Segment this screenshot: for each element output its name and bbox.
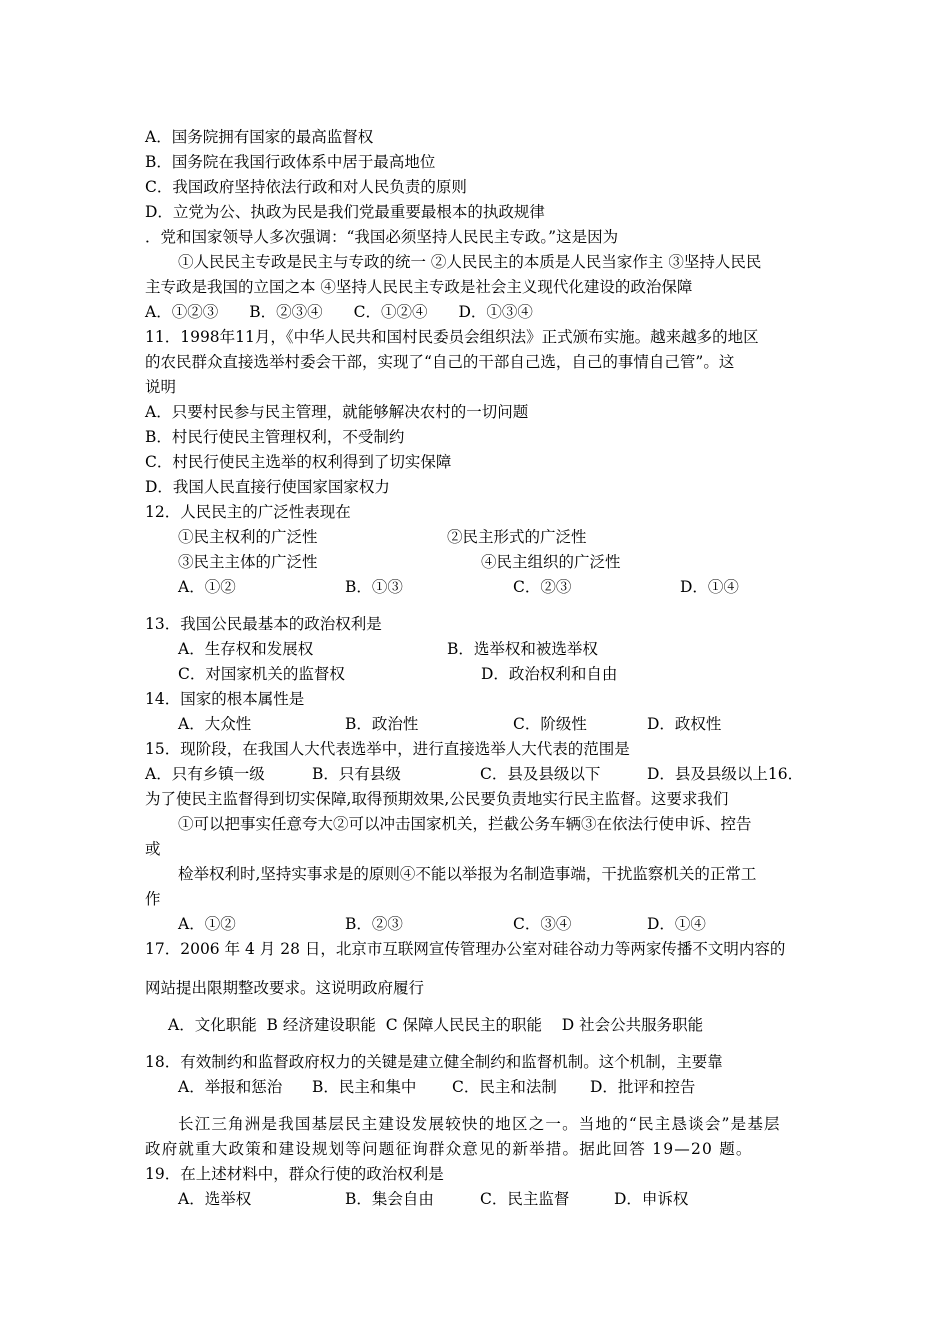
question-16-choices-line-1: ①可以把事实任意夸大②可以冲击国家机关，拦截公务车辆③在依法行使申诉、控告 bbox=[178, 815, 752, 833]
question-17-stem-line-1: 17．2006 年 4 月 28 日，北京市互联网宣传管理办公室对硅谷动力等两家传播不文明内容的 bbox=[145, 940, 786, 958]
question-10-choices-line-1: ①人民民主专政是民主与专政的统一 ②人民民主的本质是人民当家作主 ③坚持人民民 bbox=[178, 253, 762, 271]
question-12-choice-1: ①民主权利的广泛性 bbox=[178, 528, 318, 546]
question-12-choice-2: ②民主形式的广泛性 bbox=[447, 528, 587, 546]
option-a: A．只要村民参与民主管理，就能够解决农村的一切问题 bbox=[145, 403, 529, 421]
question-15-stem: 15．现阶段，在我国人大代表选举中，进行直接选举人大代表的范围是 bbox=[145, 740, 630, 758]
option-d: D．申诉权 bbox=[614, 1190, 689, 1208]
option-d: D．政权性 bbox=[647, 715, 722, 733]
question-14-stem: 14．国家的根本属性是 bbox=[145, 690, 305, 708]
option-c: C．我国政府坚持依法行政和对人民负责的原则 bbox=[145, 178, 467, 196]
question-11-stem-line-2: 的农民群众直接选举村委会干部，实现了“自己的干部自己选，自己的事情自己管”。这 bbox=[145, 353, 735, 371]
question-11-stem-line-1: 11．1998年11月，《中华人民共和国村民委员会组织法》正式颁布实施。越来越多的地区 bbox=[145, 328, 759, 346]
option-d: D．①④ bbox=[680, 578, 739, 596]
option-c: C．民主和法制 bbox=[452, 1078, 557, 1096]
material-paragraph-line-1: 长江三角洲是我国基层民主建设发展较快的地区之一。当地的“民主恳谈会”是基层 bbox=[178, 1115, 781, 1133]
question-10-options: A．①②③ B．②③④ C．①②④ D．①③④ bbox=[145, 303, 533, 321]
option-b: B．集会自由 bbox=[345, 1190, 434, 1208]
option-b: B．①③ bbox=[345, 578, 403, 596]
option-d: D．县及县级以上16． bbox=[647, 765, 804, 783]
option-a: A．生存权和发展权 bbox=[178, 640, 314, 658]
question-12-choice-3: ③民主主体的广泛性 bbox=[178, 553, 318, 571]
option-d: D．立党为公、执政为民是我们党最重要最根本的执政规律 bbox=[145, 203, 545, 221]
option-b: B．政治性 bbox=[345, 715, 419, 733]
question-19-stem: 19．在上述材料中，群众行使的政治权利是 bbox=[145, 1165, 444, 1183]
option-b: B．国务院在我国行政体系中居于最高地位 bbox=[145, 153, 436, 171]
option-b: B．村民行使民主管理权利，不受制约 bbox=[145, 428, 405, 446]
option-c: C．县及县级以下 bbox=[480, 765, 601, 783]
question-17-options: A．文化职能 B 经济建设职能 C 保障人民民主的职能 D 社会公共服务职能 bbox=[168, 1016, 704, 1034]
option-d: D．①④ bbox=[647, 915, 706, 933]
option-d: D．批评和控告 bbox=[590, 1078, 696, 1096]
option-b: B．只有县级 bbox=[312, 765, 401, 783]
question-16-stem: 为了使民主监督得到切实保障,取得预期效果,公民要负责地实行民主监督。这要求我们 bbox=[145, 790, 729, 808]
option-c: C．民主监督 bbox=[480, 1190, 570, 1208]
question-11-stem-line-3: 说明 bbox=[145, 378, 177, 396]
option-a: A．举报和惩治 bbox=[178, 1078, 283, 1096]
option-c: C．对国家机关的监督权 bbox=[178, 665, 345, 683]
option-a: A．大众性 bbox=[178, 715, 252, 733]
material-paragraph-line-2: 政府就重大政策和建设规划等问题征询群众意见的新举措。据此回答 19—20 题。 bbox=[145, 1140, 753, 1158]
option-c: C．③④ bbox=[513, 915, 572, 933]
option-c: C．阶级性 bbox=[513, 715, 587, 733]
option-d: D．政治权利和自由 bbox=[481, 665, 618, 683]
option-a: A．国务院拥有国家的最高监督权 bbox=[145, 128, 374, 146]
option-a: A．①② bbox=[178, 578, 236, 596]
option-c: C．②③ bbox=[513, 578, 572, 596]
option-b: B．②③ bbox=[345, 915, 403, 933]
option-a: A．只有乡镇一级 bbox=[145, 765, 265, 783]
question-17-stem-line-2: 网站提出限期整改要求。这说明政府履行 bbox=[145, 979, 425, 997]
question-10-stem: ．党和国家领导人多次强调：“我国必须坚持人民民主专政。”这是因为 bbox=[145, 228, 619, 246]
option-d: D．我国人民直接行使国家国家权力 bbox=[145, 478, 390, 496]
question-16-choices-line-4: 作 bbox=[145, 890, 161, 908]
question-13-stem: 13．我国公民最基本的政治权利是 bbox=[145, 615, 382, 633]
question-12-choice-4: ④民主组织的广泛性 bbox=[481, 553, 621, 571]
option-c: C．村民行使民主选举的权利得到了切实保障 bbox=[145, 453, 452, 471]
option-a: A．选举权 bbox=[178, 1190, 252, 1208]
question-10-choices-line-2: 主专政是我国的立国之本 ④坚持人民民主专政是社会主义现代化建设的政治保障 bbox=[145, 278, 693, 296]
question-12-stem: 12．人民民主的广泛性表现在 bbox=[145, 503, 351, 521]
option-b: B．选举权和被选举权 bbox=[447, 640, 598, 658]
question-16-choices-line-3: 检举权利时,坚持实事求是的原则④不能以举报为名制造事端，干扰监察机关的正常工 bbox=[178, 865, 757, 883]
option-b: B．民主和集中 bbox=[312, 1078, 417, 1096]
question-16-choices-line-2: 或 bbox=[145, 840, 161, 858]
question-18-stem: 18．有效制约和监督政府权力的关键是建立健全制约和监督机制。这个机制，主要靠 bbox=[145, 1053, 723, 1071]
option-a: A．①② bbox=[178, 915, 236, 933]
